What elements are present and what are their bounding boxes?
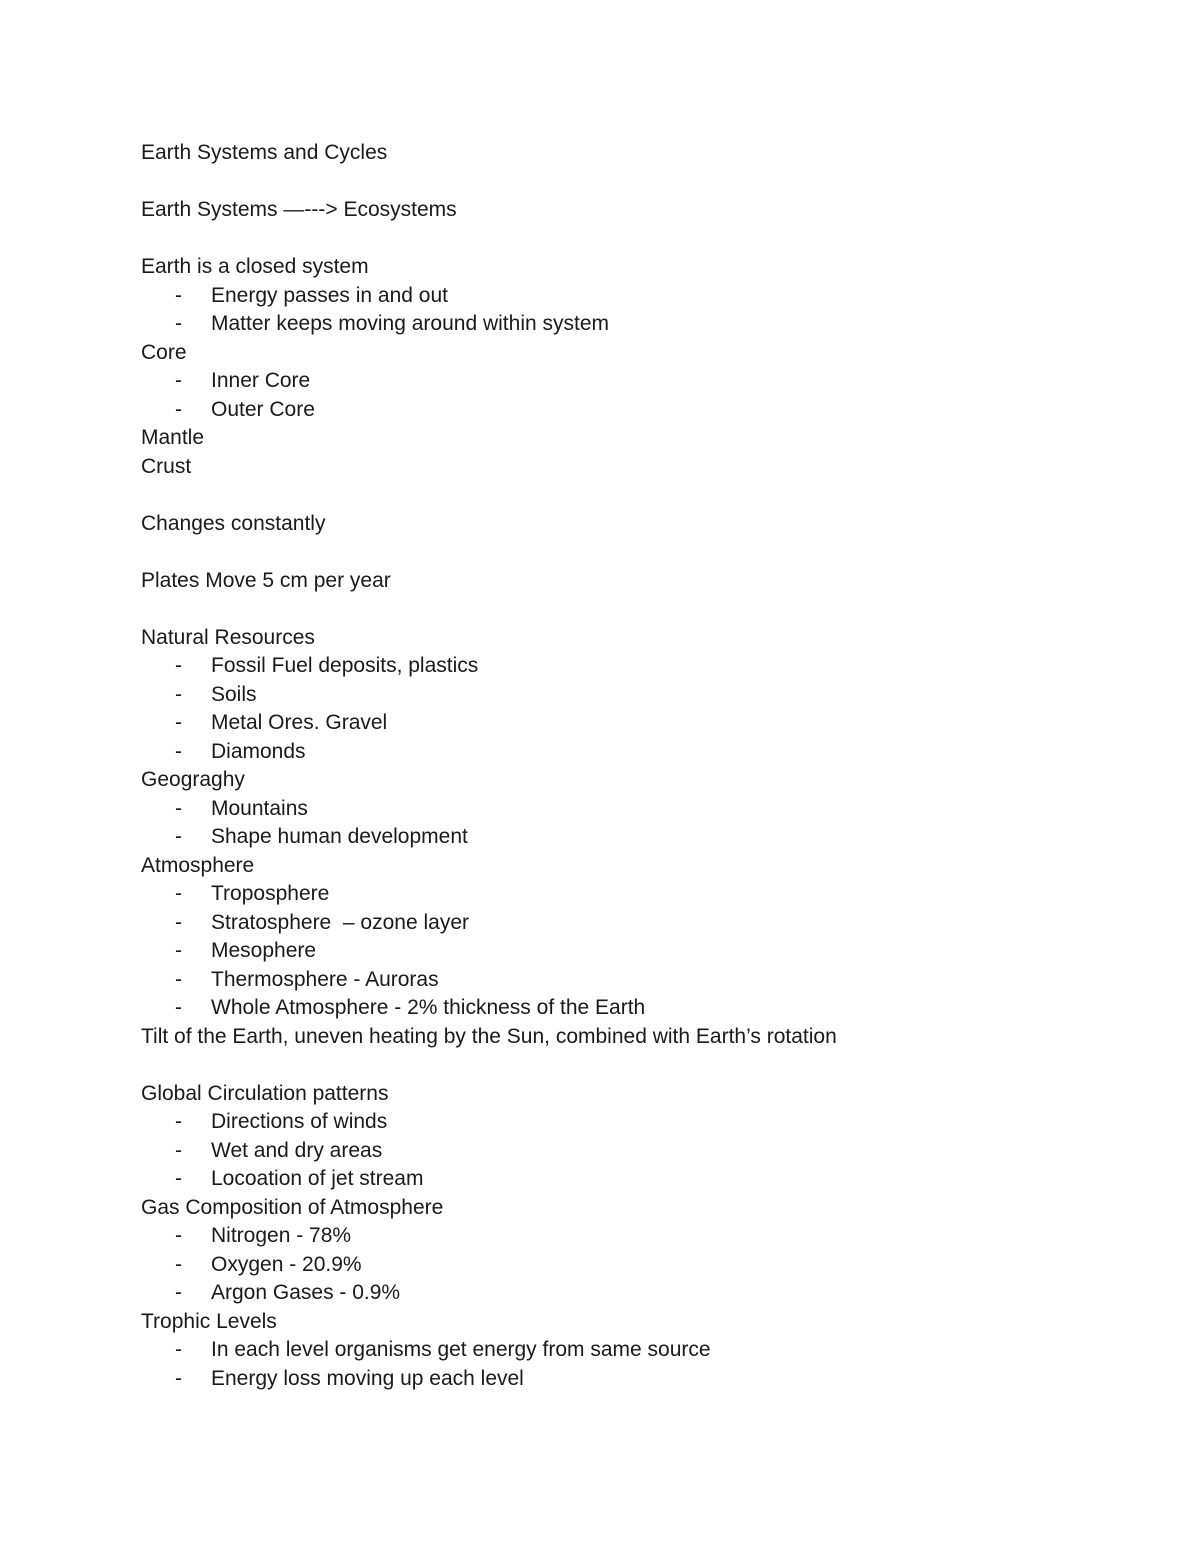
bullet-text: Locoation of jet stream: [211, 1167, 424, 1190]
bullet-text: Directions of winds: [211, 1110, 388, 1133]
bullet-item: [141, 1165, 1121, 1194]
bullet-text: Thermosphere - Auroras: [211, 967, 439, 991]
bullet-dash: -: [175, 1138, 182, 1162]
bullet-text: Nitrogen - 78%: [211, 1224, 352, 1247]
bullet-dash: -: [175, 882, 182, 905]
document-body: [141, 139, 1121, 1393]
bullet-item: [141, 1365, 1121, 1394]
bullet-dash: -: [175, 682, 182, 706]
bullet-dash: -: [175, 1366, 182, 1390]
text-line: Tilt of the Earth, uneven heating by the Sun, combined with Earth’s rotation: [141, 1024, 837, 1048]
bullet-text: Fossil Fuel deposits, plastics: [211, 654, 479, 677]
text-line: Geograghy: [141, 768, 245, 791]
bullet-text: Troposphere: [211, 882, 330, 905]
blank-line: [141, 481, 1121, 510]
bullet-text: Metal Ores. Gravel: [211, 711, 388, 734]
bullet-dash: -: [175, 1167, 182, 1190]
bullet-item: [141, 966, 1121, 995]
bullet-dash: -: [175, 796, 182, 820]
blank-line: [141, 1051, 1121, 1080]
bullet-item: [141, 994, 1121, 1023]
bullet-dash: -: [175, 1281, 182, 1304]
text-line: Trophic Levels: [141, 1309, 277, 1333]
bullet-text: Energy passes in and out: [211, 283, 448, 307]
bullet-text: Oxygen - 20.9%: [211, 1252, 362, 1276]
bullet-item: [141, 396, 1121, 425]
bullet-item: [141, 709, 1121, 738]
bullet-item: [141, 937, 1121, 966]
blank-line: [141, 595, 1121, 624]
bullet-text: Inner Core: [211, 369, 311, 392]
bullet-dash: -: [175, 1224, 182, 1247]
blank-line: [141, 225, 1121, 254]
bullet-dash: -: [175, 939, 182, 962]
text-line: Changes constantly: [141, 511, 326, 535]
bullet-dash: -: [175, 369, 182, 392]
bullet-item: [141, 1108, 1121, 1137]
bullet-dash: -: [175, 910, 182, 934]
bullet-dash: -: [175, 967, 182, 991]
bullet-dash: -: [175, 1252, 182, 1276]
text-line: Earth is a closed system: [141, 255, 369, 278]
bullet-text: Mountains: [211, 796, 308, 820]
text-line: Core: [141, 340, 187, 364]
text-line: Plates Move 5 cm per year: [141, 568, 391, 592]
bullet-text: Whole Atmosphere - 2% thickness of the Earth: [211, 996, 646, 1019]
text-line: Gas Composition of Atmosphere: [141, 1195, 444, 1219]
bullet-text: Energy loss moving up each level: [211, 1366, 524, 1390]
bullet-text: Wet and dry areas: [211, 1138, 383, 1162]
bullet-text: Diamonds: [211, 739, 306, 763]
bullet-item: [141, 681, 1121, 710]
bullet-item: [141, 823, 1121, 852]
blank-line: [141, 168, 1121, 197]
bullet-text: Outer Core: [211, 397, 315, 421]
bullet-item: [141, 1279, 1121, 1308]
bullet-dash: -: [175, 654, 182, 677]
text-line: Crust: [141, 454, 192, 478]
bullet-item: [141, 282, 1121, 311]
bullet-item: [141, 1222, 1121, 1251]
bullet-item: [141, 738, 1121, 767]
bullet-dash: -: [175, 397, 182, 421]
bullet-item: [141, 367, 1121, 396]
bullet-item: [141, 652, 1121, 681]
bullet-dash: -: [175, 1110, 182, 1133]
bullet-dash: -: [175, 739, 182, 763]
bullet-dash: -: [175, 825, 182, 848]
text-line: Global Circulation patterns: [141, 1081, 389, 1105]
bullet-text: Mesophere: [211, 939, 317, 962]
bullet-text: Argon Gases - 0.9%: [211, 1281, 401, 1304]
bullet-item: [141, 310, 1121, 339]
bullet-dash: -: [175, 1338, 182, 1361]
text-line: Mantle: [141, 426, 205, 449]
bullet-item: [141, 1137, 1121, 1166]
bullet-dash: -: [175, 312, 182, 335]
bullet-item: [141, 795, 1121, 824]
bullet-item: [141, 1336, 1121, 1365]
text-line: Atmosphere: [141, 853, 255, 877]
blank-line: [141, 538, 1121, 567]
text-line: Natural Resources: [141, 625, 315, 649]
bullet-text: Soils: [211, 682, 257, 706]
text-line: Earth Systems —---> Ecosystems: [141, 198, 457, 221]
bullet-dash: -: [175, 283, 182, 307]
bullet-item: [141, 880, 1121, 909]
document-title: Earth Systems and Cycles: [141, 141, 388, 164]
bullet-text: Shape human development: [211, 825, 468, 848]
bullet-dash: -: [175, 996, 182, 1019]
bullet-text: In each level organisms get energy from same source: [211, 1338, 711, 1361]
bullet-text: Matter keeps moving around within system: [211, 312, 610, 335]
bullet-item: [141, 1251, 1121, 1280]
bullet-item: [141, 909, 1121, 938]
bullet-dash: -: [175, 711, 182, 734]
bullet-text: Stratosphere – ozone layer: [211, 910, 469, 934]
